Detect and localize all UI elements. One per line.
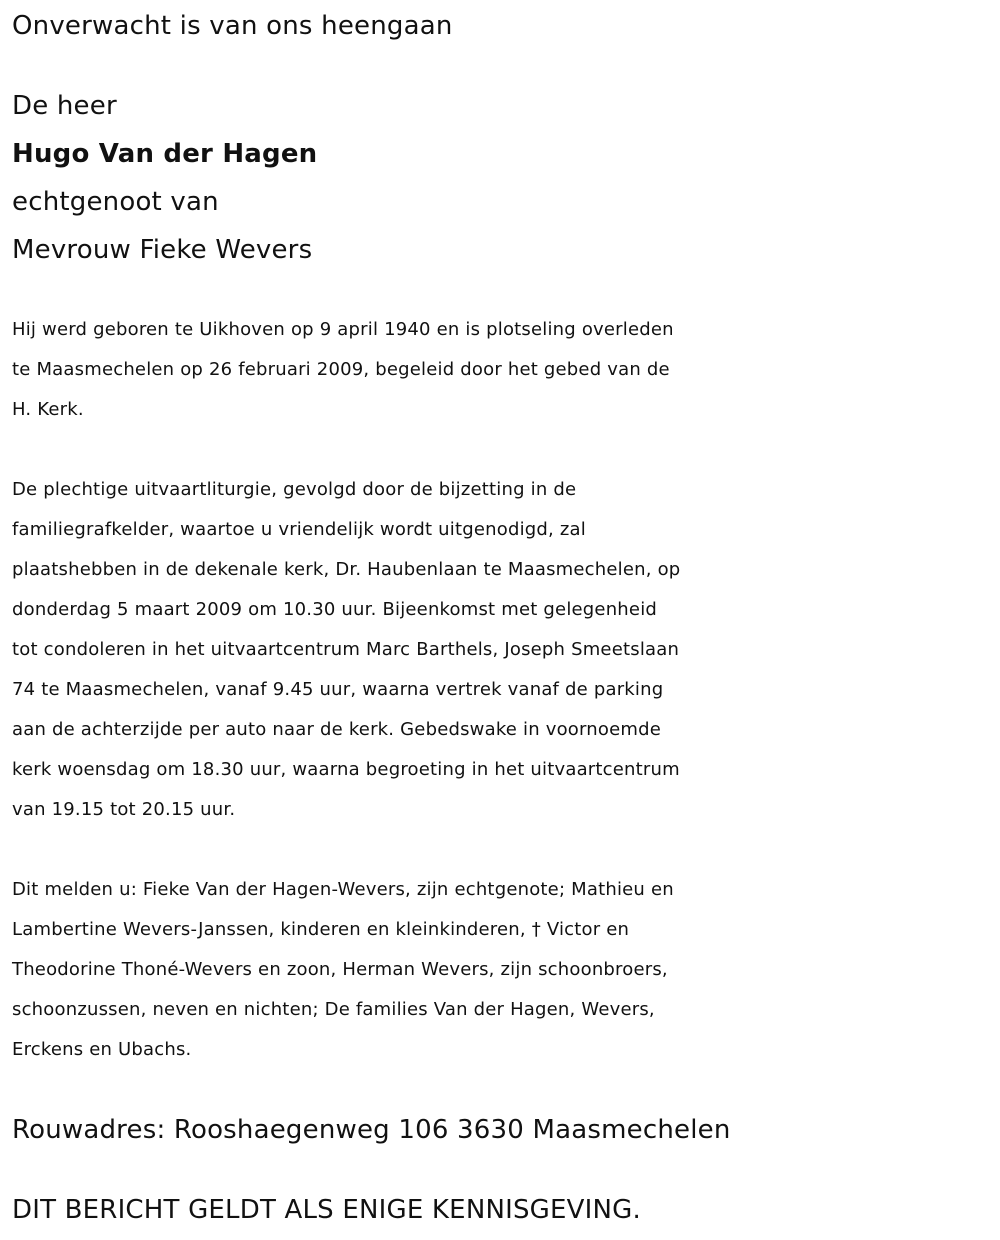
paragraph-line: van 19.15 tot 20.15 uur. <box>12 799 236 820</box>
title-text: De heer <box>12 91 117 121</box>
paragraph-line: H. Kerk. <box>12 399 84 420</box>
paragraph-line: Dit melden u: Fieke Van der Hagen-Wevers, zijn echtgenote; Mathieu en <box>12 879 674 900</box>
paragraph-line: kerk woensdag om 18.30 uur, waarna begroeting in het uitvaartcentrum <box>12 759 680 780</box>
paragraph-line: donderdag 5 maart 2009 om 10.30 uur. Bijeenkomst met gelegenheid <box>12 599 658 620</box>
relation-text: echtgenoot van <box>12 187 219 217</box>
paragraph-line: familiegrafkelder, waartoe u vriendelijk wordt uitgenodigd, zal <box>12 519 586 540</box>
spouse-name: Mevrouw Fieke Wevers <box>12 235 313 265</box>
funeral-paragraph <box>12 470 990 830</box>
paragraph-line: De plechtige uitvaartliturgie, gevolgd door de bijzetting in de <box>12 479 577 500</box>
paragraph-line: schoonzussen, neven en nichten; De families Van der Hagen, Wevers, <box>12 999 655 1020</box>
paragraph-line: te Maasmechelen op 26 februari 2009, begeleid door het gebed van de <box>12 359 670 380</box>
address-text: Rouwadres: Rooshaegenweg 106 3630 Maasmechelen <box>12 1115 731 1145</box>
paragraph-line: Hij werd geboren te Uikhoven op 9 april 1940 en is plotseling overleden <box>12 319 674 340</box>
family-paragraph <box>12 870 990 1070</box>
paragraph-line: Erckens en Ubachs. <box>12 1039 192 1060</box>
deceased-name: Hugo Van der Hagen <box>12 139 318 169</box>
paragraph-line: 74 te Maasmechelen, vanaf 9.45 uur, waarna vertrek vanaf de parking <box>12 679 664 700</box>
paragraph-line: Lambertine Wevers-Janssen, kinderen en kleinkinderen, † Victor en <box>12 919 630 940</box>
paragraph-line: tot condoleren in het uitvaartcentrum Marc Barthels, Joseph Smeetslaan <box>12 639 680 660</box>
birth-paragraph <box>12 310 990 430</box>
notice-text: DIT BERICHT GELDT ALS ENIGE KENNISGEVING. <box>12 1195 641 1225</box>
intro-text: Onverwacht is van ons heengaan <box>12 11 453 41</box>
paragraph-line: plaatshebben in de dekenale kerk, Dr. Haubenlaan te Maasmechelen, op <box>12 559 681 580</box>
paragraph-line: Theodorine Thoné-Wevers en zoon, Herman Wevers, zijn schoonbroers, <box>12 959 668 980</box>
paragraph-line: aan de achterzijde per auto naar de kerk. Gebedswake in voornoemde <box>12 719 662 740</box>
